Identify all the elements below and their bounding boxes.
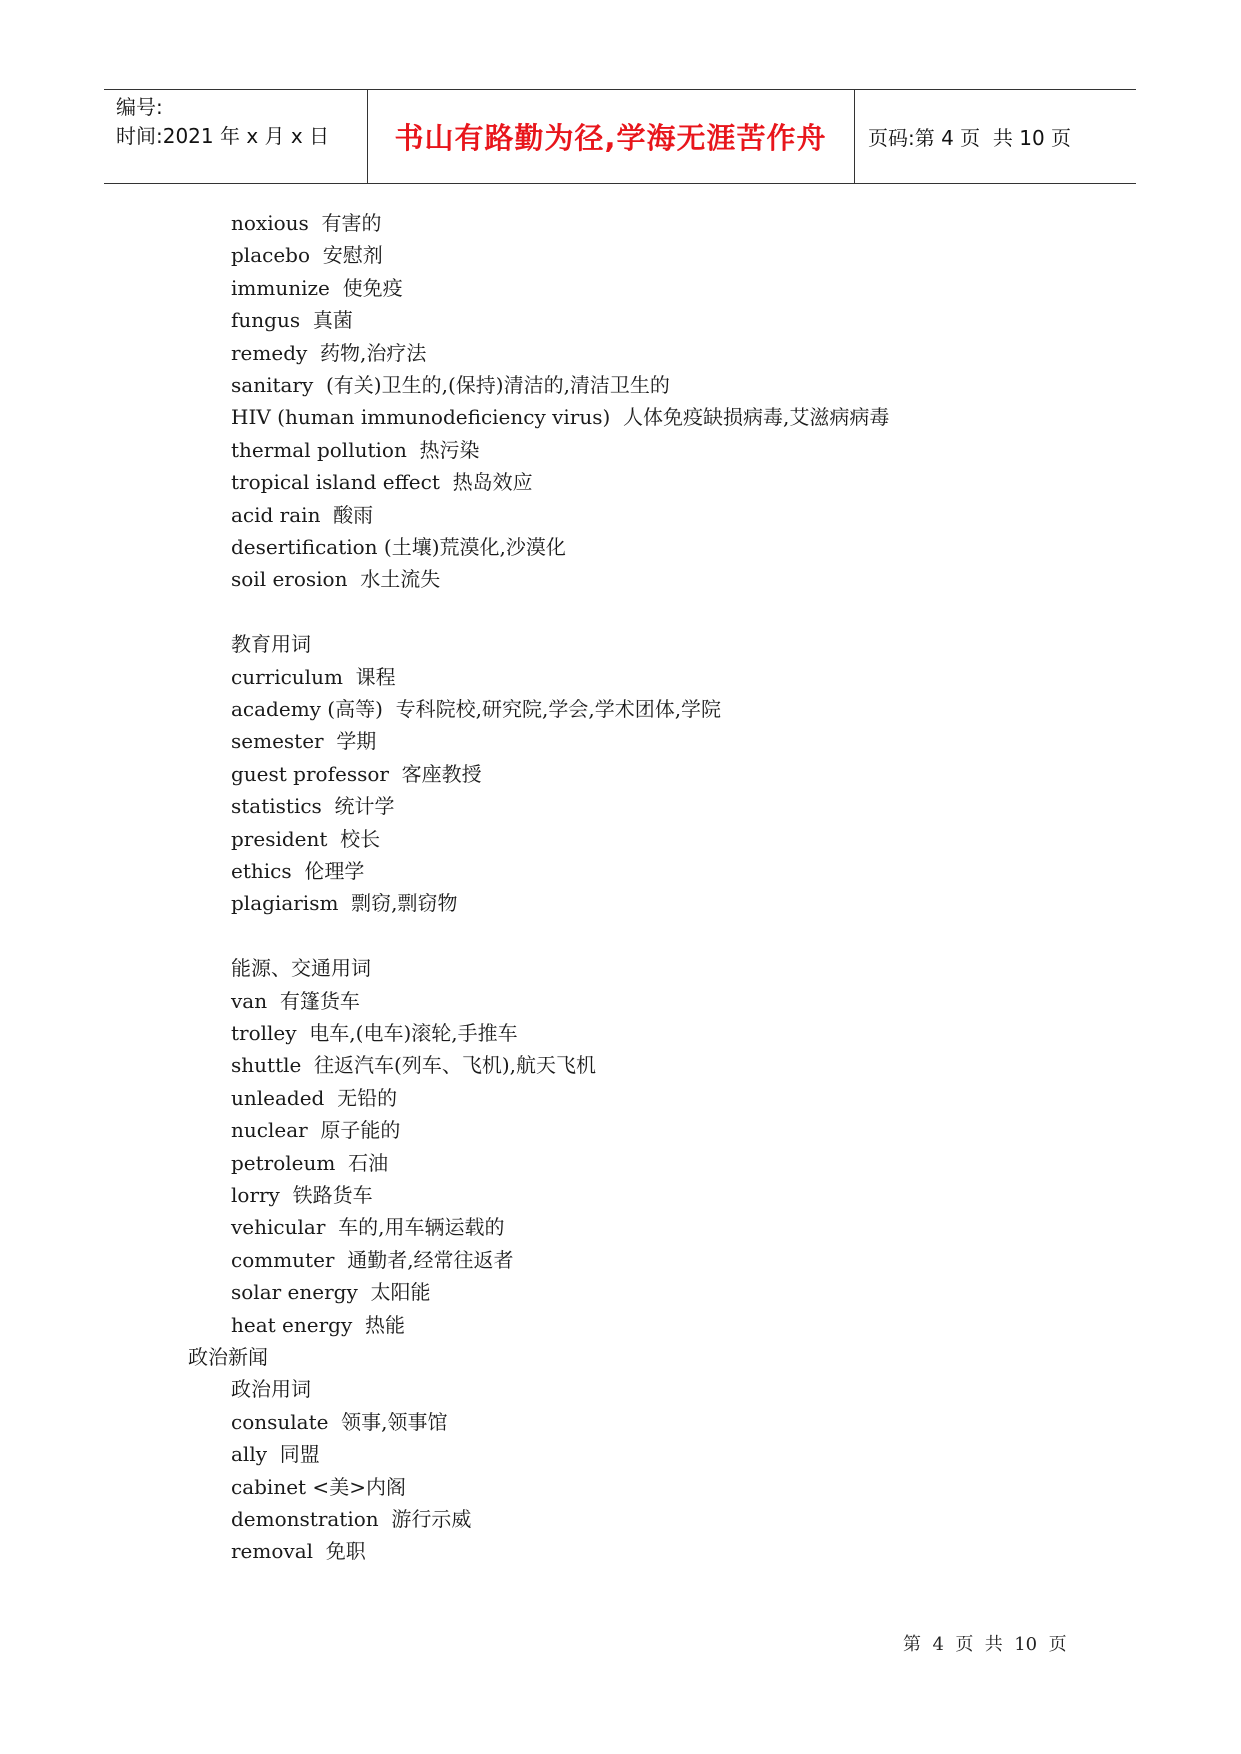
vocab-entry: consulate 领事,领事馆	[231, 1409, 448, 1434]
vocab-entry: desertification (土壤)荒漠化,沙漠化	[231, 535, 566, 559]
vocab-entry: removal 免职	[231, 1539, 366, 1564]
vocab-entry: van 有篷货车	[231, 988, 360, 1013]
section-heading: 政治用词	[231, 1377, 311, 1402]
vocab-entry: remedy 药物,治疗法	[231, 340, 427, 365]
header-meta	[116, 93, 329, 151]
vocab-entry: trolley 电车,(电车)滚轮,手推车	[231, 1021, 518, 1045]
vocab-entry: ethics 伦理学	[231, 859, 365, 883]
vocab-entry: ally 同盟	[231, 1442, 320, 1467]
vocab-entry: cabinet <美>内阁	[231, 1474, 406, 1499]
vocab-entry: lorry 铁路货车	[231, 1183, 373, 1207]
vocab-entry: soil erosion 水土流失	[231, 567, 441, 592]
vocab-entry: HIV (human immunodeficiency virus) 人体免疫缺损病毒,艾滋病病毒	[231, 405, 890, 430]
vocab-entry: vehicular 车的,用车辆运载的	[231, 1215, 505, 1240]
vocab-entry: demonstration 游行示威	[231, 1507, 472, 1531]
chapter-heading: 政治新闻	[188, 1345, 268, 1369]
vocab-entry: noxious 有害的	[231, 211, 382, 235]
vocab-entry: petroleum 石油	[231, 1150, 389, 1175]
section-heading: 能源、交通用词	[231, 956, 371, 981]
vocab-entry: guest professor 客座教授	[231, 761, 482, 786]
vocab-entry: acid rain 酸雨	[231, 502, 374, 527]
page-header	[104, 89, 1136, 184]
vocab-entry: president 校长	[231, 826, 381, 851]
vocab-entry: commuter 通勤者,经常往返者	[231, 1247, 514, 1272]
time-label: 时间:2021 年 x 月 x 日	[116, 124, 330, 148]
vocab-entry: placebo 安慰剂	[231, 243, 383, 268]
page-footer: 第 4 页 共 10 页	[903, 1634, 1067, 1655]
vocab-entry: academy (高等) 专科院校,研究院,学会,学术团体,学院	[231, 697, 722, 721]
vocab-entry: tropical island effect 热岛效应	[231, 470, 533, 495]
vocab-entry: immunize 使免疫	[231, 275, 403, 300]
number-label: 编号:	[116, 95, 163, 119]
vocab-entry: nuclear 原子能的	[231, 1118, 401, 1143]
vocab-entry: curriculum 课程	[231, 664, 396, 689]
vocab-entry: semester 学期	[231, 729, 377, 754]
vocab-entry: sanitary (有关)卫生的,(保持)清洁的,清洁卫生的	[231, 373, 670, 397]
vocab-entry: statistics 统计学	[231, 794, 395, 819]
section-heading: 教育用词	[231, 632, 311, 657]
vocab-entry: solar energy 太阳能	[231, 1280, 431, 1305]
vocab-entry: fungus 真菌	[231, 308, 353, 333]
vocab-entry: heat energy 热能	[231, 1312, 405, 1337]
header-motto: 书山有路勤为径,学海无涯苦作舟	[394, 121, 827, 155]
header-page-number: 页码:第 4 页 共 10 页	[868, 126, 1072, 150]
vocab-entry: shuttle 往返汽车(列车、飞机),航天飞机	[231, 1053, 597, 1078]
vocab-entry: plagiarism 剽窃,剽窃物	[231, 891, 458, 916]
vocab-entry: thermal pollution 热污染	[231, 437, 480, 462]
header-divider	[854, 90, 855, 183]
vocab-entry: unleaded 无铅的	[231, 1085, 398, 1110]
